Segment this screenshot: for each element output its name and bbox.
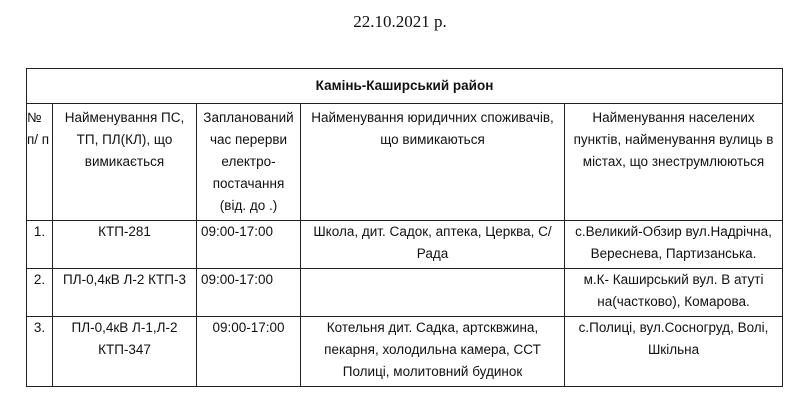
header-num: № п/ п — [27, 104, 53, 221]
row-time: 09:00-17:00 — [197, 269, 301, 317]
row-time: 09:00-17:00 — [197, 221, 301, 269]
table-row — [27, 317, 783, 387]
header-time: Запланований час перерви електро-постачання (від. до .) — [197, 104, 301, 221]
header-object: Найменування ПС, ТП, ПЛ(КЛ), що вимикається — [53, 104, 197, 221]
row-object: ПЛ-0,4кВ Л-1,Л-2 КТП-347 — [53, 317, 197, 387]
row-num: 1. — [27, 221, 53, 269]
row-settlements: с.Полиці, вул.Сосногруд, Волі, Шкільна — [565, 317, 783, 387]
table-row — [27, 269, 783, 317]
row-consumers — [301, 269, 565, 317]
row-time: 09:00-17:00 — [197, 317, 301, 387]
header-settlements: Найменування населених пунктів, найменування вулиць в містах, що знеструмлюються — [565, 104, 783, 221]
district-title: Камінь-Каширський район — [27, 69, 783, 104]
row-object: КТП-281 — [53, 221, 197, 269]
row-consumers: Котельня дит. Садка, артсквжина, пекарня, холодильна камера, ССТ Полиці, молитовний будинок — [301, 317, 565, 387]
header-consumers: Найменування юридичних споживачів, що вимикаються — [301, 104, 565, 221]
row-settlements: с.Великий-Обзир вул.Надрічна, Вереснева, Партизанська. — [565, 221, 783, 269]
row-consumers: Школа, дит. Садок, аптека, Церква, С/Рада — [301, 221, 565, 269]
row-settlements: м.К- Каширський вул. В атуті на(частково), Комарова. — [565, 269, 783, 317]
row-num: 3. — [27, 317, 53, 387]
row-object: ПЛ-0,4кВ Л-2 КТП-3 — [53, 269, 197, 317]
table-row — [27, 221, 783, 269]
document-date: 22.10.2021 р. — [353, 12, 447, 31]
row-num: 2. — [27, 269, 53, 317]
outage-table — [26, 68, 783, 387]
